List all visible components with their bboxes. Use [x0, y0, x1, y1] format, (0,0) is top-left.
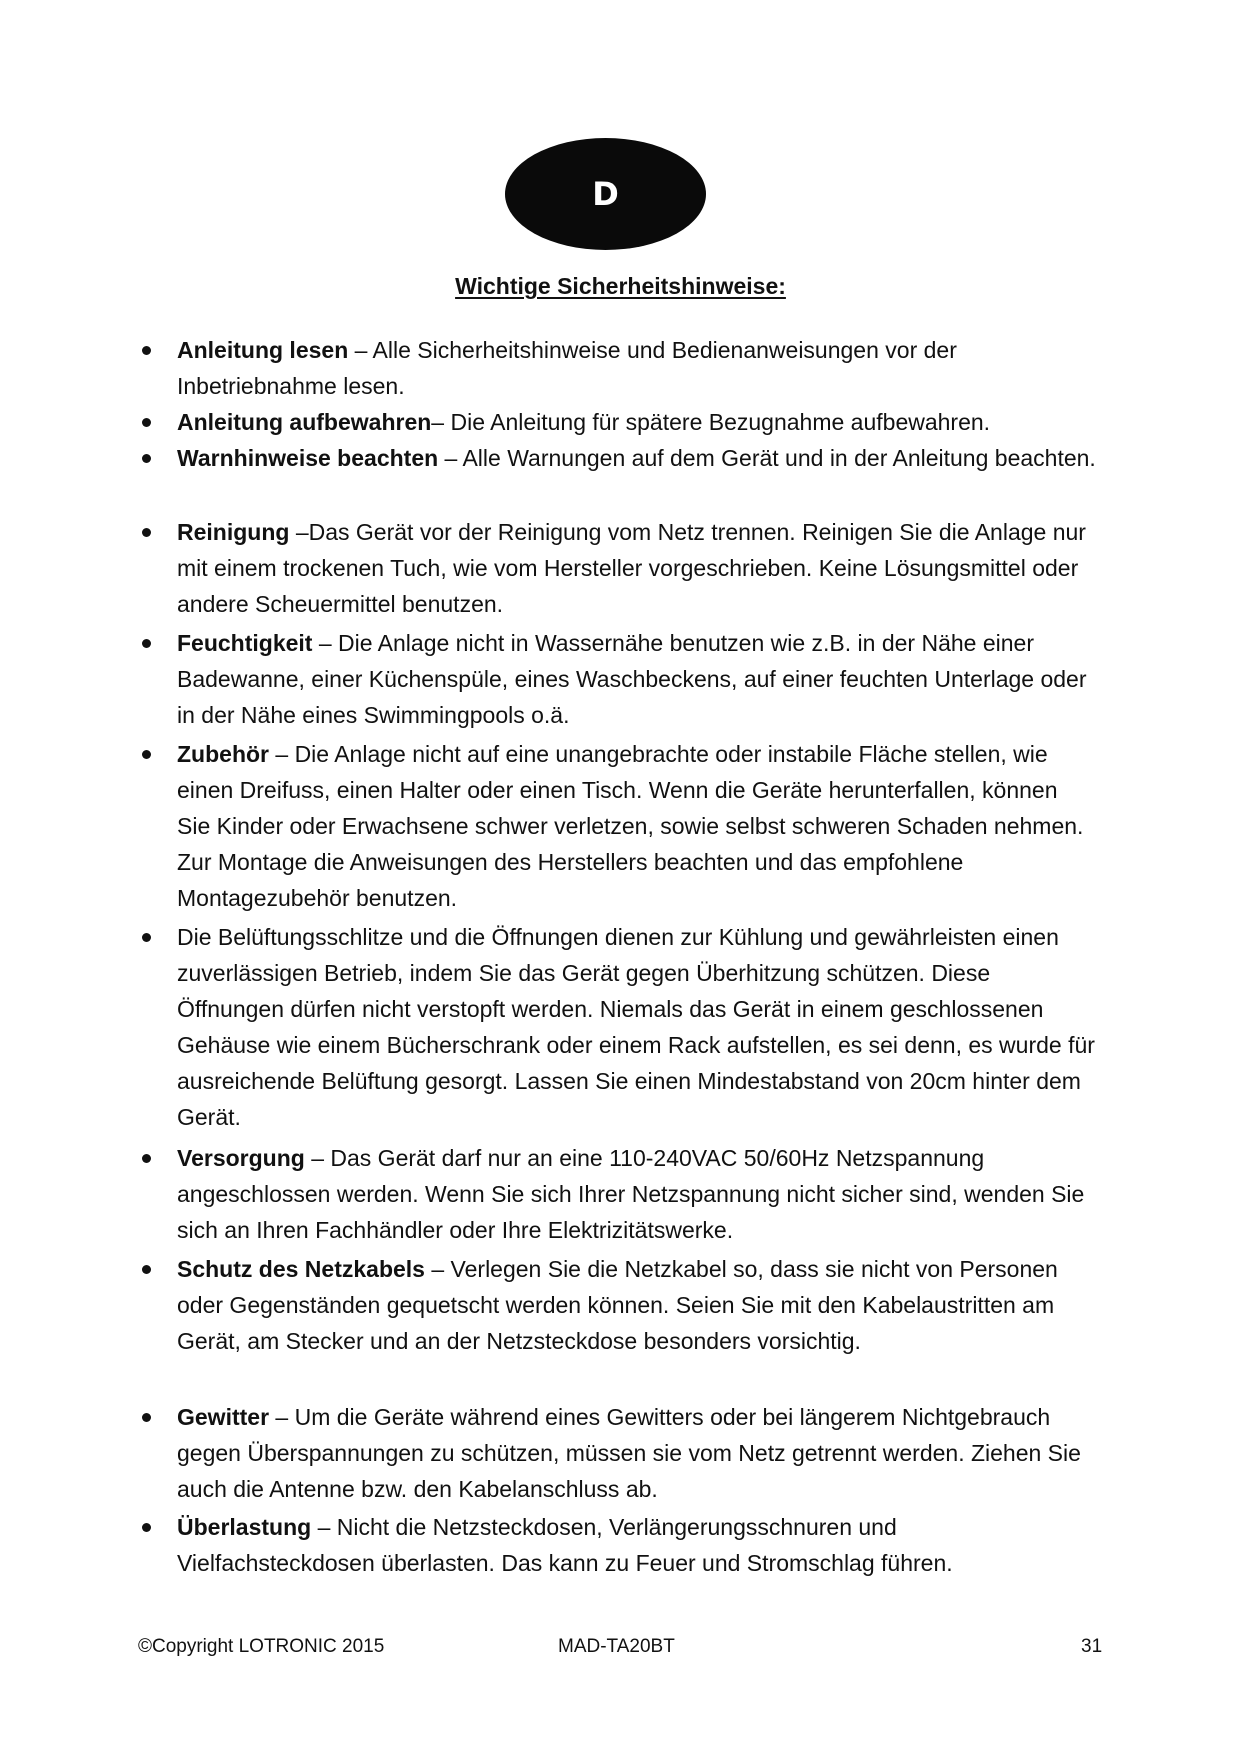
item-label: Anleitung aufbewahren	[177, 409, 432, 435]
list-item	[177, 1399, 1097, 1507]
list-item	[177, 440, 1097, 476]
item-text: – Um die Geräte während eines Gewitters oder bei längerem Nichtgebrauch gegen Überspannungen zu schützen, müssen sie vom Netz getrennt werden. Ziehen Sie auch die Antenne bzw. den Kabelanschluss ab.	[177, 1404, 1081, 1502]
list-item	[177, 625, 1097, 733]
page-title: Wichtige Sicherheitshinweise:	[455, 273, 786, 299]
item-label: Schutz des Netzkabels	[177, 1256, 425, 1282]
item-text: – Verlegen Sie die Netzkabel so, dass sie nicht von Personen oder Gegenständen gequetscht werden können. Seien Sie mit den Kabelaustritten am Gerät, am Stecker und an der Netzsteckdose besonders vorsichtig.	[177, 1256, 1058, 1354]
footer-page-number: 31	[1081, 1636, 1103, 1657]
list-item	[177, 1251, 1097, 1359]
item-label: Anleitung lesen	[177, 337, 349, 363]
item-label: Reinigung	[177, 519, 290, 545]
footer-copyright: ©Copyright LOTRONIC 2015	[138, 1636, 385, 1657]
item-text: – Alle Warnungen auf dem Gerät und in der Anleitung beachten.	[438, 445, 1096, 471]
item-text: – Die Anleitung für spätere Bezugnahme aufbewahren.	[431, 409, 991, 435]
footer-model: MAD-TA20BT	[558, 1636, 675, 1657]
item-label: Zubehör	[177, 741, 269, 767]
list-item	[177, 404, 1097, 440]
item-text: – Die Anlage nicht in Wassernähe benutzen wie z.B. in der Nähe einer Badewanne, einer Küchenspüle, eines Waschbeckens, auf einer feuchten Unterlage oder in der Nähe eines Swimmingpools o.ä.	[177, 630, 1087, 728]
item-label: Feuchtigkeit	[177, 630, 313, 656]
item-label: Warnhinweise beachten	[177, 445, 439, 471]
list-item	[177, 736, 1097, 916]
language-letter: D	[592, 175, 619, 213]
item-text: – Das Gerät darf nur an eine 110-240VAC 50/60Hz Netzspannung angeschlossen werden. Wenn Sie sich Ihrer Netzspannung nicht sicher sind, wenden Sie sich an Ihren Fachhändler oder Ihre Elektrizitätswerke.	[177, 1145, 1085, 1243]
item-text: – Die Anlage nicht auf eine unangebrachte oder instabile Fläche stellen, wie einen Dreifuss, einen Halter oder einen Tisch. Wenn die Geräte herunterfallen, können Sie Kinder oder Erwachsene schwer verletzen, sowie selbst schweren Schaden nehmen. Zur Montage die Anweisungen des Herstellers beachten und das empfohlene Montagezubehör benutzen.	[177, 741, 1084, 911]
item-label: Überlastung	[177, 1514, 312, 1540]
list-item	[177, 1140, 1097, 1248]
list-item	[177, 919, 1097, 1135]
item-text: – Nicht die Netzsteckdosen, Verlängerungsschnuren und Vielfachsteckdosen überlasten. Das kann zu Feuer und Stromschlag führen.	[177, 1514, 953, 1576]
item-text: –Das Gerät vor der Reinigung vom Netz trennen. Reinigen Sie die Anlage nur mit einem trockenen Tuch, wie vom Hersteller vorgeschrieben. Keine Lösungsmittel oder andere Scheuermittel benutzen.	[177, 519, 1086, 617]
list-item	[177, 332, 1097, 404]
item-text: Die Belüftungsschlitze und die Öffnungen dienen zur Kühlung und gewährleisten einen zuverlässigen Betrieb, indem Sie das Gerät gegen Überhitzung schützen. Diese Öffnungen dürfen nicht verstopft werden. Niemals das Gerät in einem geschlossenen Gehäuse wie einem Bücherschrank oder einem Rack aufstellen, es sei denn, es wurde für ausreichende Belüftung gesorgt. Lassen Sie einen Mindestabstand von 20cm hinter dem Gerät.	[177, 924, 1095, 1130]
list-item	[177, 514, 1097, 622]
item-text: – Alle Sicherheitshinweise und Bedienanweisungen vor der Inbetriebnahme lesen.	[177, 337, 957, 399]
list-item	[177, 1509, 1097, 1581]
item-label: Versorgung	[177, 1145, 305, 1171]
item-label: Gewitter	[177, 1404, 270, 1430]
